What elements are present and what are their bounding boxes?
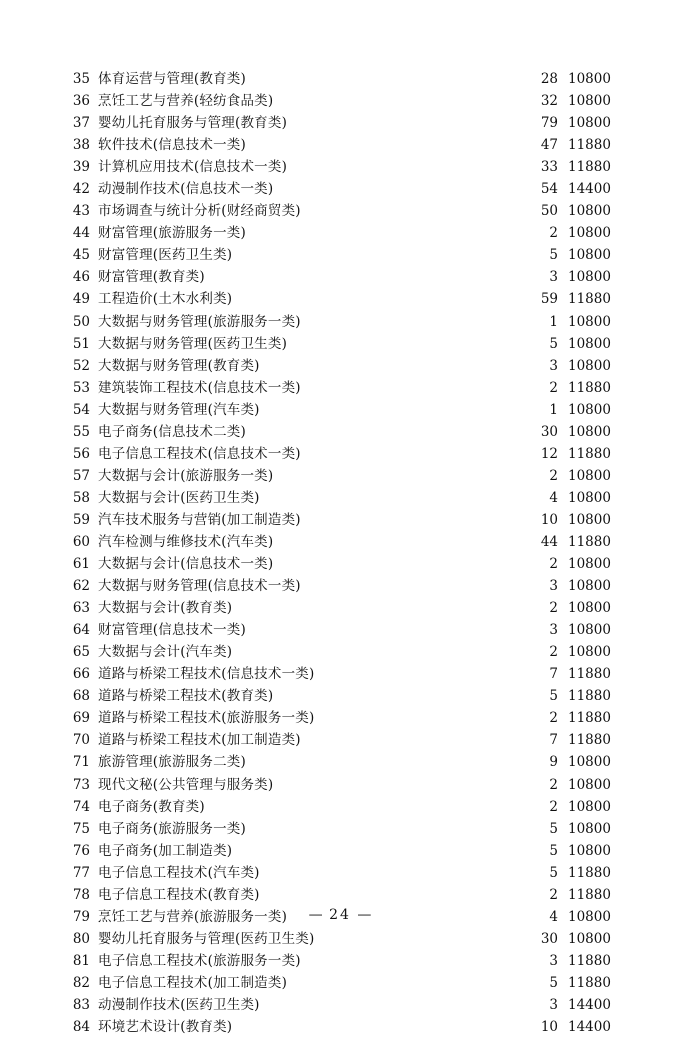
row-tuition-fee: 10800 xyxy=(568,489,611,506)
row-plan-count: 33 xyxy=(540,159,558,176)
table-row xyxy=(56,685,634,707)
row-major-name: 环境艺术设计(教育类) xyxy=(98,1019,233,1036)
row-plan-count: 2 xyxy=(549,225,558,242)
row-major-name: 大数据与财务管理(汽车类) xyxy=(98,401,260,418)
row-number: 43 xyxy=(72,203,90,220)
table-row xyxy=(56,707,634,729)
row-major-name: 电子信息工程技术(教育类) xyxy=(98,886,260,903)
row-major-name: 大数据与财务管理(信息技术一类) xyxy=(98,578,301,595)
row-major-name: 道路与桥梁工程技术(信息技术一类) xyxy=(98,666,315,683)
row-major-name: 道路与桥梁工程技术(加工制造类) xyxy=(98,732,301,749)
row-plan-count: 3 xyxy=(549,269,558,286)
row-plan-count: 3 xyxy=(549,578,558,595)
row-tuition-fee: 10800 xyxy=(568,313,611,330)
row-tuition-fee: 14400 xyxy=(568,1019,611,1036)
row-tuition-fee: 10800 xyxy=(568,820,611,837)
row-number: 49 xyxy=(72,291,90,308)
row-number: 70 xyxy=(72,732,90,749)
row-plan-count: 7 xyxy=(549,732,558,749)
row-plan-count: 5 xyxy=(549,247,558,264)
row-tuition-fee: 10800 xyxy=(568,798,611,815)
row-tuition-fee: 10800 xyxy=(568,269,611,286)
row-major-name: 电子信息工程技术(汽车类) xyxy=(98,864,260,881)
row-plan-count: 9 xyxy=(549,754,558,771)
page-footer xyxy=(0,907,680,923)
row-major-name: 烹饪工艺与营养(旅游服务一类) xyxy=(98,908,288,925)
row-plan-count: 50 xyxy=(540,203,558,220)
row-plan-count: 5 xyxy=(549,842,558,859)
row-tuition-fee: 11880 xyxy=(568,291,611,308)
row-number: 58 xyxy=(72,489,90,506)
row-plan-count: 30 xyxy=(540,930,558,947)
row-tuition-fee: 10800 xyxy=(568,203,611,220)
row-tuition-fee: 10800 xyxy=(568,335,611,352)
row-major-name: 电子信息工程技术(加工制造类) xyxy=(98,974,288,991)
row-major-name: 汽车技术服务与营销(加工制造类) xyxy=(98,511,301,528)
row-tuition-fee: 11880 xyxy=(568,137,611,154)
table-row xyxy=(56,134,634,156)
row-number: 54 xyxy=(72,401,90,418)
row-tuition-fee: 11880 xyxy=(568,732,611,749)
table-row xyxy=(56,112,634,134)
row-tuition-fee: 10800 xyxy=(568,556,611,573)
row-tuition-fee: 10800 xyxy=(568,842,611,859)
table-row xyxy=(56,421,634,443)
row-tuition-fee: 10800 xyxy=(568,93,611,110)
row-tuition-fee: 10800 xyxy=(568,115,611,132)
row-tuition-fee: 11880 xyxy=(568,688,611,705)
row-tuition-fee: 14400 xyxy=(568,996,611,1013)
row-number: 44 xyxy=(72,225,90,242)
row-number: 83 xyxy=(72,996,90,1013)
row-tuition-fee: 11880 xyxy=(568,864,611,881)
row-major-name: 工程造价(土木水利类) xyxy=(98,291,233,308)
row-major-name: 电子信息工程技术(信息技术一类) xyxy=(98,445,301,462)
row-major-name: 道路与桥梁工程技术(教育类) xyxy=(98,688,274,705)
table-row xyxy=(56,222,634,244)
row-tuition-fee: 11880 xyxy=(568,445,611,462)
row-number: 75 xyxy=(72,820,90,837)
row-plan-count: 5 xyxy=(549,974,558,991)
row-plan-count: 2 xyxy=(549,798,558,815)
row-tuition-fee: 11880 xyxy=(568,159,611,176)
table-row xyxy=(56,862,634,884)
row-tuition-fee: 11880 xyxy=(568,710,611,727)
row-major-name: 动漫制作技术(信息技术一类) xyxy=(98,181,274,198)
table-row xyxy=(56,619,634,641)
table-row xyxy=(56,244,634,266)
table-row xyxy=(56,487,634,509)
row-tuition-fee: 11880 xyxy=(568,533,611,550)
row-major-name: 电子商务(教育类) xyxy=(98,798,205,815)
row-plan-count: 30 xyxy=(540,423,558,440)
row-tuition-fee: 10800 xyxy=(568,401,611,418)
row-plan-count: 3 xyxy=(549,996,558,1013)
row-plan-count: 10 xyxy=(540,511,558,528)
row-major-name: 财富管理(旅游服务一类) xyxy=(98,225,246,242)
row-number: 42 xyxy=(72,181,90,198)
row-major-name: 电子商务(旅游服务一类) xyxy=(98,820,246,837)
row-number: 59 xyxy=(72,511,90,528)
row-number: 45 xyxy=(72,247,90,264)
row-number: 65 xyxy=(72,644,90,661)
row-number: 51 xyxy=(72,335,90,352)
row-number: 50 xyxy=(72,313,90,330)
row-plan-count: 32 xyxy=(540,93,558,110)
row-plan-count: 5 xyxy=(549,864,558,881)
row-tuition-fee: 10800 xyxy=(568,511,611,528)
row-plan-count: 5 xyxy=(549,335,558,352)
table-row xyxy=(56,1016,634,1038)
row-number: 56 xyxy=(72,445,90,462)
row-number: 82 xyxy=(72,974,90,991)
row-number: 76 xyxy=(72,842,90,859)
row-number: 60 xyxy=(72,533,90,550)
table-row xyxy=(56,443,634,465)
row-major-name: 大数据与财务管理(医药卫生类) xyxy=(98,335,288,352)
row-major-name: 动漫制作技术(医药卫生类) xyxy=(98,996,260,1013)
row-major-name: 大数据与会计(教育类) xyxy=(98,600,233,617)
row-plan-count: 2 xyxy=(549,600,558,617)
row-number: 66 xyxy=(72,666,90,683)
row-plan-count: 10 xyxy=(540,1019,558,1036)
row-major-name: 现代文秘(公共管理与服务类) xyxy=(98,776,274,793)
row-tuition-fee: 10800 xyxy=(568,600,611,617)
row-number: 64 xyxy=(72,622,90,639)
row-tuition-fee: 10800 xyxy=(568,908,611,925)
majors-plan-table xyxy=(56,68,634,1038)
footer-dash-right: — xyxy=(357,907,372,923)
row-plan-count: 2 xyxy=(549,776,558,793)
row-number: 84 xyxy=(72,1019,90,1036)
row-plan-count: 44 xyxy=(540,533,558,550)
table-row xyxy=(56,200,634,222)
table-row xyxy=(56,575,634,597)
row-plan-count: 5 xyxy=(549,820,558,837)
row-number: 71 xyxy=(72,754,90,771)
row-major-name: 财富管理(信息技术一类) xyxy=(98,622,246,639)
row-tuition-fee: 11880 xyxy=(568,952,611,969)
table-row xyxy=(56,465,634,487)
row-tuition-fee: 11880 xyxy=(568,379,611,396)
table-row xyxy=(56,818,634,840)
row-tuition-fee: 10800 xyxy=(568,776,611,793)
row-plan-count: 1 xyxy=(549,313,558,330)
row-major-name: 电子商务(加工制造类) xyxy=(98,842,233,859)
row-tuition-fee: 10800 xyxy=(568,622,611,639)
table-row xyxy=(56,156,634,178)
row-plan-count: 4 xyxy=(549,908,558,925)
row-number: 62 xyxy=(72,578,90,595)
row-major-name: 旅游管理(旅游服务二类) xyxy=(98,754,246,771)
page-number: 24 xyxy=(329,907,351,923)
row-major-name: 烹饪工艺与营养(轻纺食品类) xyxy=(98,93,274,110)
row-plan-count: 59 xyxy=(540,291,558,308)
row-plan-count: 4 xyxy=(549,489,558,506)
row-tuition-fee: 10800 xyxy=(568,71,611,87)
table-row xyxy=(56,266,634,288)
row-number: 35 xyxy=(72,71,90,87)
table-row xyxy=(56,796,634,818)
row-major-name: 财富管理(医药卫生类) xyxy=(98,247,233,264)
table-row xyxy=(56,68,634,90)
row-plan-count: 3 xyxy=(549,952,558,969)
row-major-name: 财富管理(教育类) xyxy=(98,269,205,286)
table-row xyxy=(56,884,634,906)
row-number: 78 xyxy=(72,886,90,903)
table-row xyxy=(56,774,634,796)
footer-dash-left: — xyxy=(308,907,323,923)
table-row xyxy=(56,90,634,112)
table-row xyxy=(56,531,634,553)
row-major-name: 婴幼儿托育服务与管理(教育类) xyxy=(98,115,288,132)
row-tuition-fee: 10800 xyxy=(568,930,611,947)
row-plan-count: 2 xyxy=(549,710,558,727)
table-row xyxy=(56,972,634,994)
row-major-name: 道路与桥梁工程技术(旅游服务一类) xyxy=(98,710,315,727)
row-major-name: 电子商务(信息技术二类) xyxy=(98,423,246,440)
table-row xyxy=(56,333,634,355)
row-tuition-fee: 10800 xyxy=(568,578,611,595)
table-row xyxy=(56,377,634,399)
row-major-name: 大数据与会计(医药卫生类) xyxy=(98,489,260,506)
row-plan-count: 2 xyxy=(549,556,558,573)
row-plan-count: 2 xyxy=(549,467,558,484)
row-plan-count: 2 xyxy=(549,644,558,661)
table-row xyxy=(56,509,634,531)
table-row xyxy=(56,553,634,575)
row-number: 55 xyxy=(72,423,90,440)
row-major-name: 建筑装饰工程技术(信息技术一类) xyxy=(98,379,301,396)
row-tuition-fee: 10800 xyxy=(568,467,611,484)
row-number: 69 xyxy=(72,710,90,727)
row-tuition-fee: 10800 xyxy=(568,247,611,264)
row-major-name: 大数据与会计(信息技术一类) xyxy=(98,556,274,573)
table-row xyxy=(56,355,634,377)
row-plan-count: 79 xyxy=(540,115,558,132)
table-row xyxy=(56,751,634,773)
row-plan-count: 2 xyxy=(549,379,558,396)
row-plan-count: 5 xyxy=(549,688,558,705)
row-number: 77 xyxy=(72,864,90,881)
row-plan-count: 2 xyxy=(549,886,558,903)
row-major-name: 电子信息工程技术(旅游服务一类) xyxy=(98,952,301,969)
table-row xyxy=(56,178,634,200)
table-row xyxy=(56,729,634,751)
table-row xyxy=(56,840,634,862)
row-number: 57 xyxy=(72,467,90,484)
row-plan-count: 54 xyxy=(540,181,558,198)
table-row xyxy=(56,311,634,333)
row-major-name: 大数据与财务管理(旅游服务一类) xyxy=(98,313,301,330)
row-tuition-fee: 11880 xyxy=(568,886,611,903)
row-tuition-fee: 10800 xyxy=(568,357,611,374)
row-number: 79 xyxy=(72,908,90,925)
row-tuition-fee: 10800 xyxy=(568,754,611,771)
row-major-name: 软件技术(信息技术一类) xyxy=(98,137,246,154)
row-plan-count: 47 xyxy=(540,137,558,154)
row-plan-count: 3 xyxy=(549,622,558,639)
row-tuition-fee: 11880 xyxy=(568,666,611,683)
row-number: 61 xyxy=(72,556,90,573)
row-plan-count: 1 xyxy=(549,401,558,418)
row-number: 37 xyxy=(72,115,90,132)
row-major-name: 汽车检测与维修技术(汽车类) xyxy=(98,533,274,550)
row-number: 38 xyxy=(72,137,90,154)
row-tuition-fee: 14400 xyxy=(568,181,611,198)
table-row xyxy=(56,399,634,421)
table-row xyxy=(56,663,634,685)
table-row xyxy=(56,641,634,663)
table-row xyxy=(56,288,634,310)
table-row xyxy=(56,928,634,950)
table-row xyxy=(56,994,634,1016)
row-major-name: 大数据与会计(旅游服务一类) xyxy=(98,467,274,484)
row-major-name: 计算机应用技术(信息技术一类) xyxy=(98,159,288,176)
row-number: 74 xyxy=(72,798,90,815)
row-major-name: 大数据与财务管理(教育类) xyxy=(98,357,260,374)
row-number: 39 xyxy=(72,159,90,176)
row-plan-count: 28 xyxy=(540,71,558,87)
row-number: 63 xyxy=(72,600,90,617)
row-major-name: 大数据与会计(汽车类) xyxy=(98,644,233,661)
row-number: 36 xyxy=(72,93,90,110)
table-body xyxy=(56,68,634,1038)
row-major-name: 市场调查与统计分析(财经商贸类) xyxy=(98,203,301,220)
row-tuition-fee: 11880 xyxy=(568,974,611,991)
row-tuition-fee: 10800 xyxy=(568,225,611,242)
row-number: 68 xyxy=(72,688,90,705)
row-number: 53 xyxy=(72,379,90,396)
row-tuition-fee: 10800 xyxy=(568,644,611,661)
row-number: 81 xyxy=(72,952,90,969)
table-row xyxy=(56,597,634,619)
row-number: 73 xyxy=(72,776,90,793)
row-number: 52 xyxy=(72,357,90,374)
row-major-name: 婴幼儿托育服务与管理(医药卫生类) xyxy=(98,930,315,947)
row-tuition-fee: 10800 xyxy=(568,423,611,440)
row-plan-count: 7 xyxy=(549,666,558,683)
row-major-name: 体育运营与管理(教育类) xyxy=(98,71,246,87)
row-plan-count: 12 xyxy=(540,445,558,462)
row-plan-count: 3 xyxy=(549,357,558,374)
row-number: 80 xyxy=(72,930,90,947)
row-number: 46 xyxy=(72,269,90,286)
